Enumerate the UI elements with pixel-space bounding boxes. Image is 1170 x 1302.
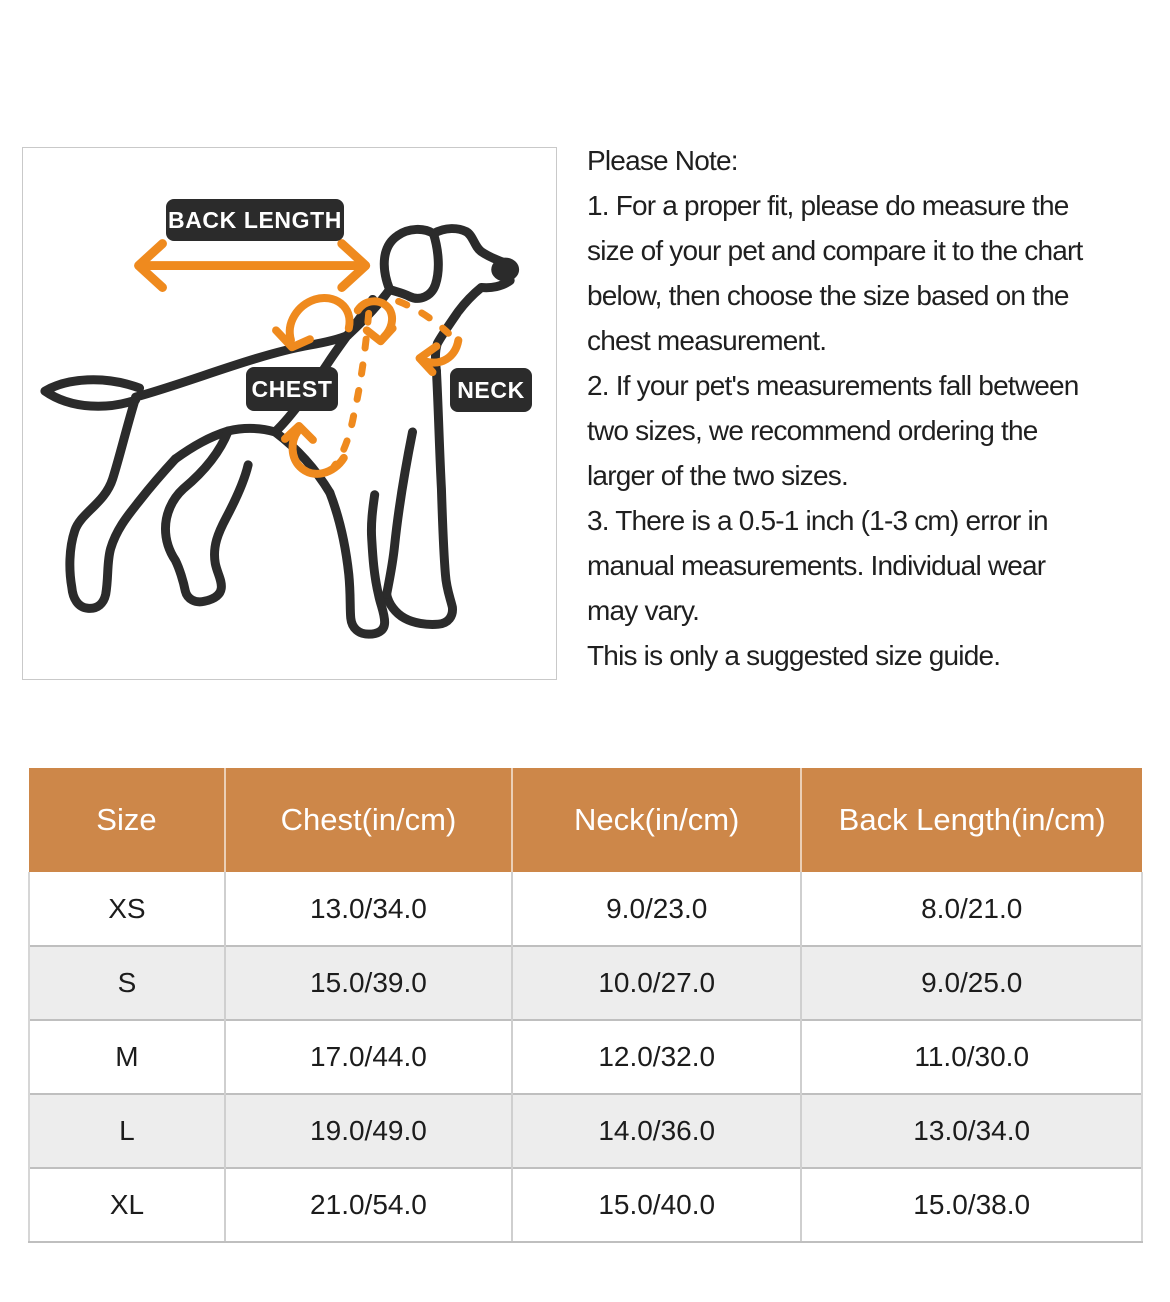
chest-label: CHEST bbox=[246, 367, 338, 411]
note-line: 2. If your pet's measurements fall between bbox=[587, 370, 1079, 401]
measurement-cell: 15.0/39.0 bbox=[225, 946, 512, 1020]
measurement-cell: 11.0/30.0 bbox=[801, 1020, 1142, 1094]
table-row bbox=[29, 946, 1142, 1020]
measurement-cell: 9.0/25.0 bbox=[801, 946, 1142, 1020]
measurement-cell: 17.0/44.0 bbox=[225, 1020, 512, 1094]
measurement-cell: 9.0/23.0 bbox=[512, 872, 801, 946]
dog-tail bbox=[45, 380, 140, 406]
back-length-arrow bbox=[139, 244, 366, 288]
neck-label: NECK bbox=[450, 368, 532, 412]
note-text bbox=[587, 138, 1083, 678]
dog-front-leg-near bbox=[330, 493, 385, 634]
note-line: may vary. bbox=[587, 595, 700, 626]
measurement-diagram-panel bbox=[22, 147, 557, 680]
arrowhead-withers bbox=[367, 328, 393, 341]
measurement-cell: 10.0/27.0 bbox=[512, 946, 801, 1020]
note-line: manual measurements. Individual wear bbox=[587, 550, 1046, 581]
note-line: larger of the two sizes. bbox=[587, 460, 848, 491]
column-header: Chest(in/cm) bbox=[225, 768, 512, 872]
column-header: Neck(in/cm) bbox=[512, 768, 801, 872]
back-length-label: BACK LENGTH bbox=[166, 199, 344, 241]
size-table bbox=[28, 768, 1143, 1243]
measurement-cell: 8.0/21.0 bbox=[801, 872, 1142, 946]
note-line: size of your pet and compare it to the chart bbox=[587, 235, 1083, 266]
dog-rear-leg-near bbox=[70, 398, 176, 608]
size-cell: M bbox=[29, 1020, 225, 1094]
dog-front-leg-inner bbox=[387, 432, 413, 594]
table-row bbox=[29, 1094, 1142, 1168]
size-table-body bbox=[29, 872, 1142, 1242]
note-line: two sizes, we recommend ordering the bbox=[587, 415, 1038, 446]
size-cell: S bbox=[29, 946, 225, 1020]
size-cell: L bbox=[29, 1094, 225, 1168]
measurement-cell: 19.0/49.0 bbox=[225, 1094, 512, 1168]
note-line: 3. There is a 0.5-1 inch (1-3 cm) error in bbox=[587, 505, 1048, 536]
table-row bbox=[29, 1168, 1142, 1242]
measurement-cell: 15.0/40.0 bbox=[512, 1168, 801, 1242]
dog-skull-muzzle bbox=[433, 229, 508, 265]
dog-ear-flap bbox=[390, 234, 439, 299]
neck-girth-dashed-line bbox=[399, 301, 449, 333]
note-line: below, then choose the size based on the bbox=[587, 280, 1069, 311]
table-row bbox=[29, 1020, 1142, 1094]
dog-nose bbox=[491, 258, 519, 282]
size-cell: XL bbox=[29, 1168, 225, 1242]
note-line: This is only a suggested size guide. bbox=[587, 640, 1001, 671]
measurement-cell: 13.0/34.0 bbox=[225, 872, 512, 946]
note-line: 1. For a proper fit, please do measure the bbox=[587, 190, 1069, 221]
measurement-cell: 12.0/32.0 bbox=[512, 1020, 801, 1094]
dog-ear bbox=[384, 229, 433, 289]
size-table-header-row bbox=[29, 768, 1142, 872]
measurement-cell: 15.0/38.0 bbox=[801, 1168, 1142, 1242]
note-line: chest measurement. bbox=[587, 325, 827, 356]
measurement-cell: 21.0/54.0 bbox=[225, 1168, 512, 1242]
dog-outline bbox=[45, 229, 510, 635]
column-header: Size bbox=[29, 768, 225, 872]
measurement-cell: 14.0/36.0 bbox=[512, 1094, 801, 1168]
table-row bbox=[29, 872, 1142, 946]
measurement-cell: 13.0/34.0 bbox=[801, 1094, 1142, 1168]
note-title: Please Note: bbox=[587, 145, 738, 176]
column-header: Back Length(in/cm) bbox=[801, 768, 1142, 872]
size-cell: XS bbox=[29, 872, 225, 946]
